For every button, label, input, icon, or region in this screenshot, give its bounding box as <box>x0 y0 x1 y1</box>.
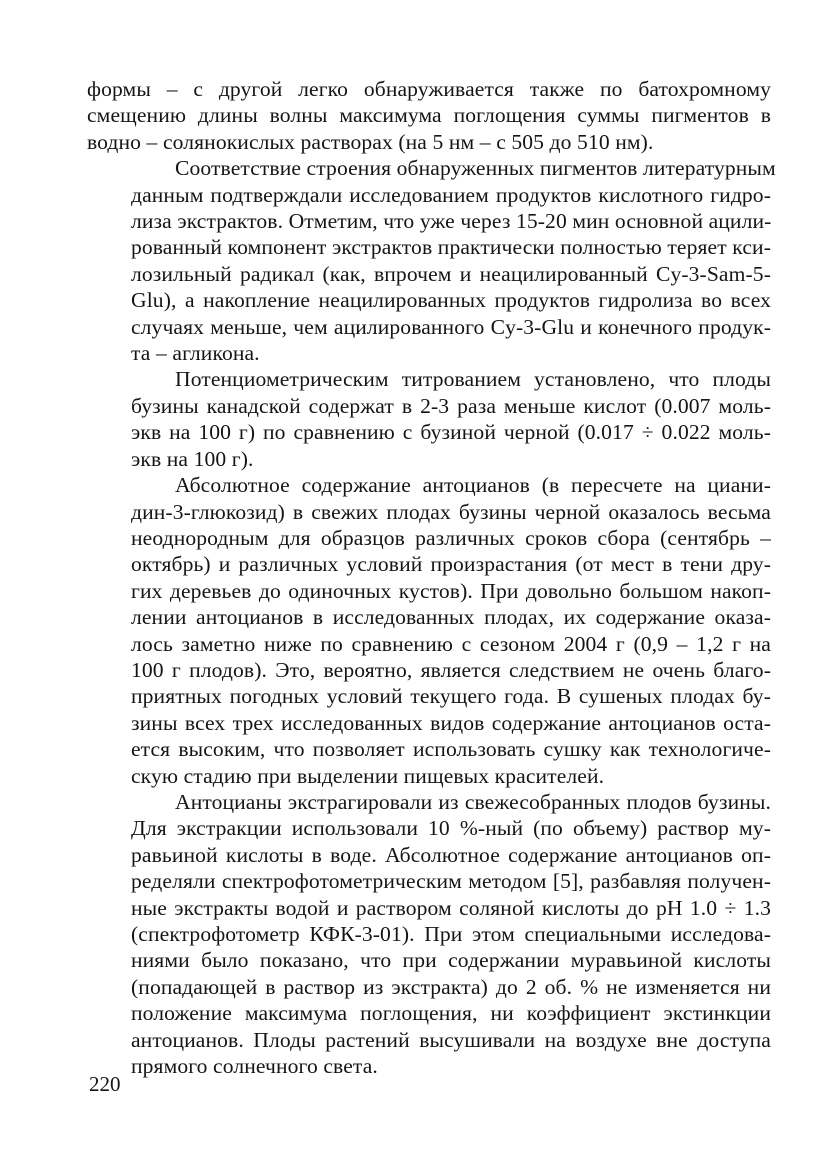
paragraph-line: Соответствие строения обнаруженных пигментов литературным <box>175 156 776 181</box>
paragraph-line: скую стадию при выделении пищевых красителей. <box>131 763 605 788</box>
paragraph-line: прямого солнечного света. <box>131 1054 378 1079</box>
paragraph-line: ные экстракты водой и раствором соляной кислоты до pH 1.0 ÷ 1.3 <box>131 895 771 920</box>
paragraph-line: лось заметно ниже по сравнению с сезоном 2004 г (0,9 – 1,2 г на <box>131 631 771 656</box>
paragraph-line: данным подтверждали исследованием продуктов кислотного гидро- <box>131 182 771 207</box>
paragraph-line: ется высоким, что позволяет использовать сушку как технологиче- <box>131 737 771 762</box>
paragraph-line: дин-3-глюкозид) в свежих плодах бузины черной оказалось весьма <box>131 499 771 524</box>
paragraph-line: лозильный радикал (как, впрочем и неацилированный Cy-3-Sam-5- <box>131 261 771 286</box>
paragraph-line: лении антоцианов в исследованных плодах, их содержание оказа- <box>131 605 771 630</box>
paragraph-line: 100 г плодов). Это, вероятно, является следствием не очень благо- <box>131 657 771 682</box>
paragraph-line: Антоцианы экстрагировали из свежесобранных плодов бузины. <box>175 789 771 814</box>
paragraph-4 <box>87 472 771 789</box>
paragraph-line: Абсолютное содержание антоцианов (в пересчете на циани- <box>175 473 771 498</box>
paragraph-line: равьиной кислоты в воде. Абсолютное содержание антоцианов оп- <box>131 842 771 867</box>
paragraph-line: антоцианов. Плоды растений высушивали на воздухе вне доступа <box>131 1027 771 1052</box>
paragraph-line: Потенциометрическим титрованием установлено, что плоды <box>175 367 771 392</box>
paragraph-line: приятных погодных условий текущего года. В сушеных плодах бу- <box>131 684 771 709</box>
paragraph-3 <box>87 366 771 472</box>
paragraph-line: Glu), а накопление неацилированных продуктов гидролиза во всех <box>131 288 771 313</box>
paragraph-line: бузины канадской содержат в 2-3 раза меньше кислот (0.007 моль- <box>131 393 771 418</box>
paragraph-line: ределяли спектрофотометрическим методом [5], разбавляя получен- <box>131 869 771 894</box>
paragraph-line: положение максимума поглощения, ни коэффициент экстинкции <box>131 1001 771 1026</box>
paragraph-line: ниями было показано, что при содержании муравьиной кислоты <box>131 948 771 973</box>
paragraph-5 <box>87 789 771 1079</box>
page-body <box>87 76 776 1079</box>
paragraph-line: (спектрофотометр КФК-3-01). При этом специальными исследова- <box>131 922 771 946</box>
paragraph-line: водно – солянокислых растворах (на 5 нм – с 505 до 510 нм). <box>87 129 654 154</box>
paragraph-1 <box>87 76 771 155</box>
paragraph-line: лиза экстрактов. Отметим, что уже через 15-20 мин основной ацили- <box>131 209 772 234</box>
paragraph-line: та – агликона. <box>131 341 260 366</box>
paragraph-line: формы – с другой легко обнаруживается также по батохромному <box>87 77 771 101</box>
paragraph-line: зины всех трех исследованных видов содержание антоцианов оста- <box>131 710 771 735</box>
paragraph-line: экв на 100 г). <box>131 446 254 471</box>
page-number: 220 <box>89 1072 121 1096</box>
paragraph-line: Для экстракции использовали 10 %-ный (по объему) раствор му- <box>131 816 771 841</box>
paragraph-line: рованный компонент экстрактов практически полностью теряет кси- <box>131 235 771 260</box>
paragraph-line: экв на 100 г) по сравнению с бузиной черной (0.017 ÷ 0.022 моль- <box>131 420 771 445</box>
paragraph-line: (попадающей в раствор из экстракта) до 2 об. % не изменяется ни <box>131 974 771 999</box>
paragraph-line: случаях меньше, чем ацилированного Cy-3-Glu и конечного продук- <box>131 314 771 339</box>
paragraph-line: смещению длины волны максимума поглощения суммы пигментов в <box>87 103 771 128</box>
paragraph-line: гих деревьев до одиночных кустов). При довольно большом накоп- <box>131 578 771 603</box>
paragraph-line: октябрь) и различных условий произрастания (от мест в тени дру- <box>131 552 771 577</box>
paragraph-line: неоднородным для образцов различных сроков сбора (сентябрь – <box>131 525 771 550</box>
paragraph-2 <box>87 155 776 366</box>
